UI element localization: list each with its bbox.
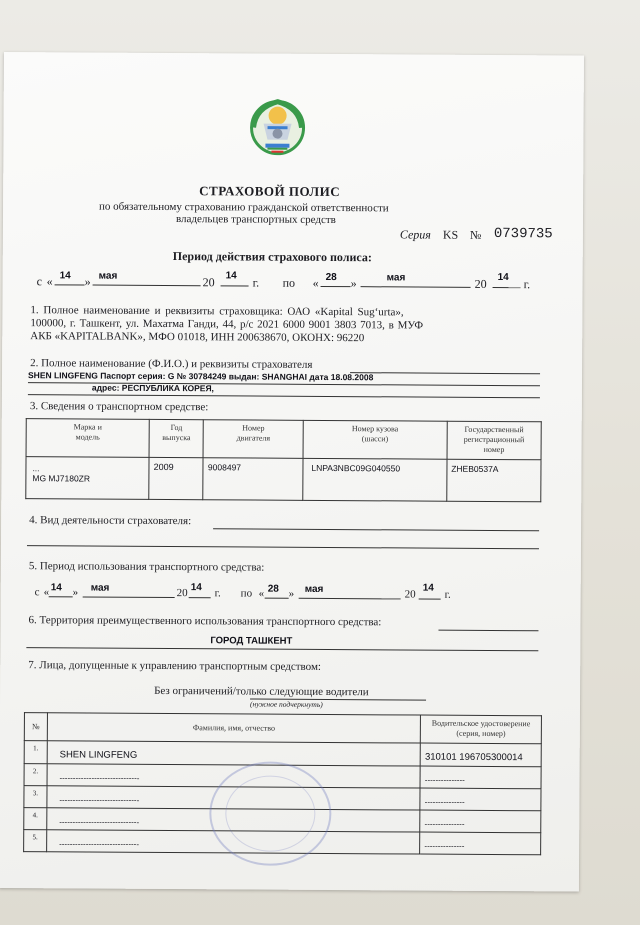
col-engine	[204, 420, 304, 459]
series-label: Серия	[399, 227, 431, 242]
vehicle-row	[26, 457, 541, 502]
policy-subtitle-2: владельцев транспортных средств	[175, 213, 336, 227]
vehicle-body: LNPA3NBC09G040550	[303, 458, 447, 501]
period-open-quote: «	[46, 274, 53, 289]
period-heading: Период действия страхового полиса:	[172, 249, 372, 265]
period-to-day: 28	[325, 271, 337, 284]
usage-from-prefix: с	[34, 586, 40, 599]
drivers-col-license: Водительское удостоверение (серия, номер)	[421, 715, 542, 744]
drivers-label: 7. Лица, допущенные к управлению транспортным средством:	[28, 659, 322, 673]
usage-to-open-quote: «	[258, 587, 265, 600]
drivers-col-num: №	[24, 713, 47, 741]
col-body	[303, 420, 447, 459]
driver-num: 4.	[24, 808, 47, 830]
driver-num: 2.	[24, 764, 47, 786]
vehicle-model-mark: ...	[32, 463, 40, 474]
usage-from-month: мая	[90, 582, 110, 594]
usage-period-label: 5. Период использования транспортного средства:	[28, 560, 265, 574]
uzbekistan-emblem-icon	[245, 93, 309, 157]
usage-from-year: 14	[190, 582, 202, 594]
period-close-quote: »	[84, 274, 91, 289]
driver-name: ------------------------------	[47, 830, 420, 854]
activity-label: 4. Вид деятельности страхователя:	[29, 514, 192, 528]
territory-value: ГОРОД ТАШКЕНТ	[210, 635, 293, 647]
vehicle-reg-number: ZHEB0537A	[447, 459, 541, 502]
insurer-line-3: АКБ «KAPITALBANK», МФО 01018, ИНН 200638670, ОКОНХ: 96220	[30, 330, 365, 345]
vehicle-label: 3. Сведения о транспортном средстве:	[29, 400, 209, 414]
usage-to-day: 28	[267, 583, 279, 595]
policy-title: СТРАХОВОЙ ПОЛИС	[199, 183, 341, 200]
usage-to-year-prefix: 20	[404, 588, 416, 601]
vehicle-year: 2009	[149, 457, 204, 499]
number-sign: №	[469, 227, 482, 242]
insurer-line-2: 100000, г. Ташкент, ул. Махатма Ганди, 44, р/с 2021 6000 9001 3803 7013, в МУФ	[30, 317, 424, 332]
policy-number: 0739735	[493, 225, 553, 243]
series-code: KS	[442, 227, 459, 242]
usage-to-year-suffix: г.	[444, 588, 451, 601]
period-to-year-prefix: 20	[474, 276, 487, 291]
territory-label: 6. Территория преимущественного использования транспортного средства:	[28, 614, 382, 629]
driver-name: ------------------------------	[47, 764, 420, 788]
vehicle-table	[25, 418, 541, 502]
usage-to-month: мая	[304, 583, 324, 595]
driver-num: 5.	[24, 830, 47, 852]
driver-name: ------------------------------	[47, 808, 420, 832]
period-from-month: мая	[98, 270, 118, 282]
period-from-day: 14	[59, 270, 71, 282]
usage-to-close-quote: »	[288, 587, 295, 600]
period-from-year-prefix: 20	[202, 275, 215, 290]
period-to-year: 14	[497, 272, 509, 284]
period-to-open-quote: «	[312, 275, 319, 290]
driver-license: 310101 196705300014	[420, 743, 541, 767]
period-to-close-quote: »	[350, 276, 357, 291]
insured-value-2: адрес: РЕСПУБЛИКА КОРЕЯ,	[91, 382, 214, 394]
policy-document	[0, 52, 584, 892]
insured-label: 2. Полное наименование (Ф.И.О.) и реквизиты страхователя	[30, 357, 313, 371]
usage-from-day: 14	[50, 582, 62, 594]
usage-from-year-prefix: 20	[176, 587, 188, 600]
vehicle-model-name: MG MJ7180ZR	[32, 473, 91, 484]
drivers-col-name: Фамилия, имя, отчество	[47, 713, 421, 743]
col-reg-label: Государственный регистрационный номер	[463, 424, 525, 455]
driver-license: ---------------	[420, 810, 541, 833]
driver-num: 3.	[24, 786, 47, 808]
col-year	[149, 419, 204, 457]
period-to-month: мая	[386, 272, 406, 284]
col-body-label: Номер кузова (шасси)	[351, 424, 399, 444]
usage-close-quote: »	[72, 586, 79, 599]
usage-to-year: 14	[422, 582, 434, 594]
driver-license: ---------------	[420, 788, 541, 811]
drivers-restriction-note: (нужное подчеркнуть)	[249, 699, 323, 709]
period-from-year-suffix: г.	[252, 275, 260, 290]
usage-to-prefix: по	[240, 587, 253, 600]
driver-license: ---------------	[420, 832, 541, 855]
period-to-prefix: по	[282, 275, 296, 290]
policy-subtitle-1: по обязательному страхованию гражданской ответственности	[99, 200, 389, 215]
col-engine-label: Номер двигателя	[236, 423, 271, 443]
official-stamp-icon	[209, 761, 332, 866]
period-from-prefix: с	[36, 274, 42, 289]
usage-open-quote: «	[43, 586, 50, 599]
insured-value-1: SHEN LINGFENG Паспорт серия: G № 30784249 выдан: SHANGHAI дата 18.08.2008	[27, 370, 374, 383]
vehicle-model	[26, 457, 149, 500]
insurer-line-1: 1. Полное наименование и реквизиты страховщика: ОАО «Kapital Sug‘urta»,	[30, 304, 404, 319]
period-to-year-suffix: г.	[523, 277, 531, 292]
col-model	[26, 419, 149, 458]
driver-license: ---------------	[420, 766, 541, 789]
vehicle-engine: 9008497	[203, 458, 303, 501]
driver-name: SHEN LINGFENG	[47, 741, 420, 766]
col-year-label: Год выпуска	[162, 423, 191, 443]
driver-num: 1.	[24, 741, 47, 764]
col-model-label: Марка и модель	[73, 422, 102, 442]
usage-from-year-suffix: г.	[214, 587, 221, 600]
drivers-restriction: Без ограничений/только следующие водители	[154, 684, 369, 699]
col-reg	[447, 421, 541, 460]
period-from-year: 14	[225, 270, 237, 282]
driver-name: ------------------------------	[47, 786, 420, 810]
